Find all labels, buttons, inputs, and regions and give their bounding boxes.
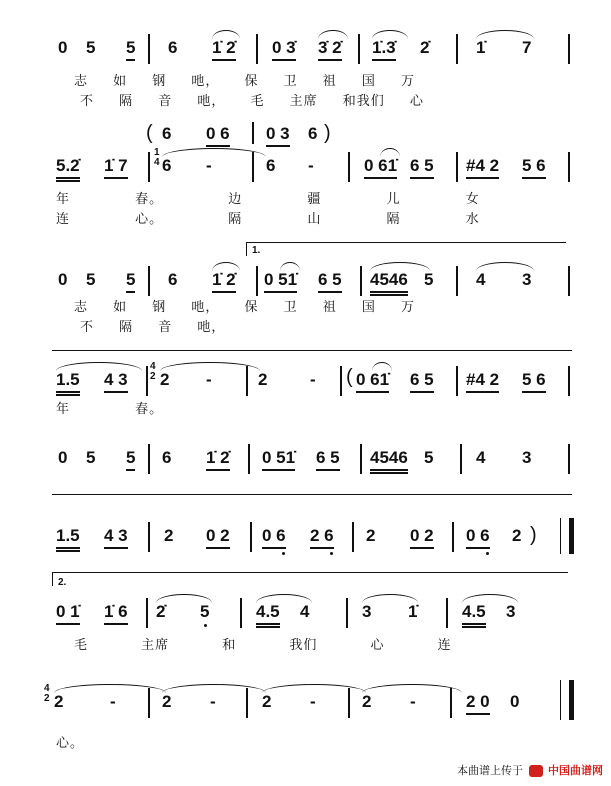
note: 4546 bbox=[370, 448, 408, 474]
note: 0 61̇ bbox=[364, 156, 397, 179]
barline bbox=[360, 266, 362, 296]
paren-close: ) bbox=[530, 524, 537, 546]
low-dot bbox=[486, 552, 489, 555]
volta-line bbox=[246, 242, 566, 243]
upload-credit bbox=[457, 762, 603, 778]
tie bbox=[162, 148, 266, 157]
barline bbox=[450, 688, 452, 718]
barline bbox=[568, 444, 570, 474]
note: 2 bbox=[262, 692, 272, 711]
note: 1̇ 7 bbox=[104, 156, 128, 179]
note: 6 5 bbox=[410, 370, 434, 393]
barline bbox=[568, 366, 570, 396]
note: 6 bbox=[266, 156, 276, 175]
barline bbox=[148, 34, 150, 64]
lyrics-line-2: 不 隔 音 吔， bbox=[80, 320, 226, 335]
tie bbox=[362, 684, 462, 693]
slur bbox=[212, 262, 240, 271]
time-signature: 4 2 bbox=[150, 361, 156, 382]
note: 5 bbox=[86, 448, 96, 467]
barline bbox=[256, 34, 258, 64]
note: 0 2 bbox=[410, 526, 434, 549]
barline bbox=[146, 598, 148, 628]
note: - bbox=[308, 156, 314, 175]
note: 3 bbox=[522, 448, 532, 467]
note: 5 bbox=[126, 448, 135, 471]
note: - bbox=[206, 156, 212, 175]
note: 2 0 bbox=[466, 692, 490, 715]
low-dot bbox=[330, 552, 333, 555]
note: #4 2 bbox=[466, 156, 499, 179]
note: - bbox=[210, 692, 216, 711]
tie bbox=[262, 684, 366, 693]
barline bbox=[250, 522, 252, 552]
note: #4 2 bbox=[466, 370, 499, 393]
note: 6 bbox=[162, 448, 172, 467]
site-logo-icon bbox=[529, 765, 543, 777]
note: 2̇ bbox=[420, 38, 430, 57]
note: 6 5 bbox=[316, 448, 340, 471]
barline bbox=[240, 598, 242, 628]
barline bbox=[252, 152, 254, 182]
paren-open: ( bbox=[346, 366, 353, 388]
note: 5 bbox=[126, 38, 135, 61]
note: 6 bbox=[162, 156, 172, 175]
lyrics-line-1: 年 春。 bbox=[56, 402, 164, 417]
barline bbox=[352, 522, 354, 552]
barline bbox=[348, 688, 350, 718]
slur bbox=[156, 594, 212, 603]
note: 2 bbox=[366, 526, 376, 545]
note: 4 bbox=[300, 602, 310, 621]
note: 5 bbox=[86, 270, 96, 289]
slur bbox=[318, 30, 348, 39]
note: 0 3̇ bbox=[272, 38, 296, 61]
note: 5 bbox=[424, 448, 434, 467]
barline bbox=[456, 266, 458, 296]
note: 3 bbox=[362, 602, 372, 621]
barline bbox=[568, 34, 570, 64]
barline bbox=[348, 152, 350, 182]
lyrics-line-1: 心。 bbox=[56, 736, 85, 751]
note: 0 6 bbox=[466, 526, 490, 549]
slur bbox=[476, 262, 534, 271]
note: 5 bbox=[424, 270, 434, 289]
slur bbox=[462, 594, 518, 603]
volta-label: 2. bbox=[58, 577, 67, 588]
note: 1.5 bbox=[56, 370, 80, 396]
note: - bbox=[206, 370, 212, 389]
note: 0 61̇ bbox=[356, 370, 389, 393]
barline bbox=[246, 366, 248, 396]
note: 4 3 bbox=[104, 526, 128, 549]
note: 0 1̇ bbox=[56, 602, 80, 625]
note: 5 bbox=[200, 602, 210, 621]
note: 2̇ bbox=[156, 602, 166, 621]
barline bbox=[456, 152, 458, 182]
barline bbox=[340, 366, 342, 396]
barline bbox=[360, 444, 362, 474]
paren-open: ( bbox=[146, 122, 153, 144]
note: 2 bbox=[258, 370, 268, 389]
note: - bbox=[110, 692, 116, 711]
tie bbox=[162, 684, 266, 693]
note: 0 6 bbox=[206, 124, 230, 147]
barline bbox=[456, 366, 458, 396]
note: 4546 bbox=[370, 270, 408, 296]
low-dot bbox=[282, 552, 285, 555]
note: 1̇ 2̇ bbox=[206, 448, 230, 471]
slur bbox=[380, 148, 400, 157]
barline bbox=[358, 34, 360, 64]
note: 2 bbox=[362, 692, 372, 711]
note: 2 bbox=[162, 692, 172, 711]
note: 3 bbox=[506, 602, 516, 621]
slur bbox=[256, 594, 312, 603]
note: 1̇ 6 bbox=[104, 602, 128, 625]
barline bbox=[246, 688, 248, 718]
lyrics-line-1: 年 春。 边 疆 儿 女 bbox=[56, 192, 480, 207]
section-line bbox=[52, 350, 572, 351]
barline bbox=[248, 444, 250, 474]
note: 2 bbox=[160, 370, 170, 389]
note: 6 5 bbox=[318, 270, 342, 293]
note: 0 bbox=[58, 448, 68, 467]
slur bbox=[362, 594, 418, 603]
lyrics-line-1: 志 如 钢 吔， 保 卫 祖 国 万 bbox=[74, 300, 416, 315]
note: 4 bbox=[476, 448, 486, 467]
slur bbox=[370, 262, 430, 271]
barline bbox=[148, 266, 150, 296]
slur bbox=[280, 262, 300, 271]
note: 0 6 bbox=[262, 526, 286, 549]
note: 5.2̇ bbox=[56, 156, 80, 182]
note: 1.5 bbox=[56, 526, 80, 552]
note: 0 3 bbox=[266, 124, 290, 147]
tie bbox=[160, 362, 260, 371]
note: 0 2 bbox=[206, 526, 230, 549]
note: 6 5 bbox=[410, 156, 434, 179]
note: 7 bbox=[522, 38, 532, 57]
note: 1̇.3̇ bbox=[372, 38, 396, 61]
note: 0 bbox=[510, 692, 520, 711]
note: 5 bbox=[126, 270, 135, 293]
note: 1̇ 2̇ bbox=[212, 270, 236, 293]
volta-label: 1. bbox=[252, 245, 261, 256]
paren-close: ) bbox=[324, 122, 331, 144]
slur bbox=[372, 30, 408, 39]
volta-line bbox=[52, 572, 568, 573]
barline bbox=[568, 266, 570, 296]
note: 0 51̇ bbox=[264, 270, 297, 293]
barline bbox=[148, 444, 150, 474]
slur bbox=[212, 30, 240, 39]
credit-prefix: 本曲谱上传于 bbox=[457, 764, 523, 777]
barline bbox=[146, 366, 148, 396]
note: 1̇ bbox=[476, 38, 486, 57]
note: 2 bbox=[54, 692, 64, 711]
note: - bbox=[310, 370, 316, 389]
barline bbox=[346, 598, 348, 628]
note: 6 bbox=[308, 124, 318, 143]
lyrics-line-1: 毛 主席 和 我们 心 连 bbox=[74, 638, 452, 653]
barline bbox=[148, 522, 150, 552]
note: 2 bbox=[164, 526, 174, 545]
site-name[interactable]: 中国曲谱网 bbox=[548, 764, 603, 777]
slur bbox=[372, 362, 392, 371]
note: - bbox=[310, 692, 316, 711]
note: 3 bbox=[522, 270, 532, 289]
final-barline bbox=[560, 680, 574, 720]
slur bbox=[476, 30, 534, 39]
section-line bbox=[52, 494, 572, 495]
barline bbox=[148, 152, 150, 182]
note: 5 6 bbox=[522, 156, 546, 179]
note: 4.5 bbox=[256, 602, 280, 628]
note: 6 bbox=[162, 124, 172, 143]
note: 6 bbox=[168, 270, 178, 289]
note: 1̇ 2̇ bbox=[212, 38, 236, 61]
barline bbox=[148, 688, 150, 718]
lyrics-line-2: 不 隔 音 吔， 毛 主席 和我们 心 bbox=[80, 94, 424, 109]
barline bbox=[256, 266, 258, 296]
note: 3̇ 2̇ bbox=[318, 38, 342, 61]
time-signature: 4 2 bbox=[44, 683, 50, 704]
note: 4 3 bbox=[104, 370, 128, 393]
note: 1̇ bbox=[408, 602, 418, 621]
time-signature: 1 4 bbox=[154, 147, 160, 168]
note: 6 bbox=[168, 38, 178, 57]
note: 4 bbox=[476, 270, 486, 289]
note: 5 bbox=[86, 38, 96, 57]
note: 0 51̇ bbox=[262, 448, 295, 471]
barline bbox=[252, 122, 254, 144]
note: - bbox=[410, 692, 416, 711]
volta-bracket bbox=[52, 572, 53, 586]
note: 0 bbox=[58, 270, 68, 289]
barline bbox=[568, 152, 570, 182]
lyrics-line-1: 志 如 钢 吔， 保 卫 祖 国 万 bbox=[74, 74, 416, 89]
repeat-barline bbox=[560, 518, 574, 554]
note: 2 6 bbox=[310, 526, 334, 549]
lyrics-line-2: 连 心。 隔 山 隔 水 bbox=[56, 212, 480, 227]
barline bbox=[456, 34, 458, 64]
note: 5 6 bbox=[522, 370, 546, 393]
volta-bracket bbox=[246, 242, 247, 256]
note: 0 bbox=[58, 38, 68, 57]
barline bbox=[460, 444, 462, 474]
note: 4.5 bbox=[462, 602, 486, 628]
barline bbox=[452, 522, 454, 552]
low-dot bbox=[204, 624, 207, 627]
note: 2 bbox=[512, 526, 522, 545]
barline bbox=[446, 598, 448, 628]
